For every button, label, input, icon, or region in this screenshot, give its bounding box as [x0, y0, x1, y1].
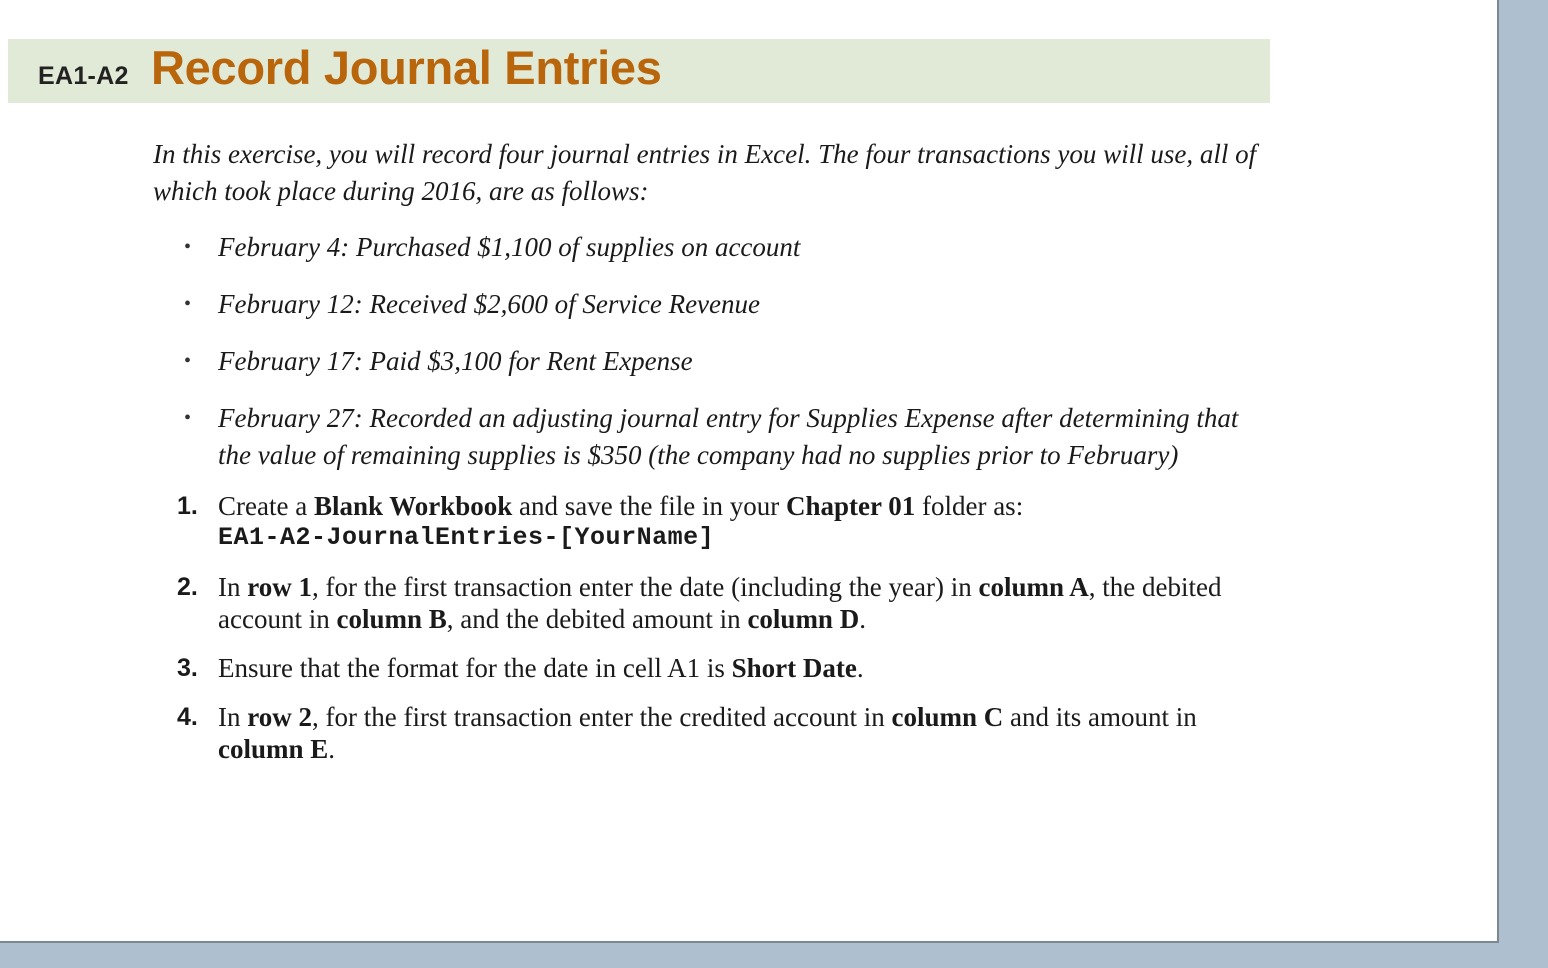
transaction-text: February 27: Recorded an adjusting journal entry for Supplies Expense after determining that the value of remaining supplies is $350 (the company had no supplies prior to February) — [218, 403, 1239, 470]
step-text: , the debited account in — [218, 572, 1222, 634]
step-bold: row 2 — [247, 702, 312, 732]
step-text: , and the debited amount in — [446, 604, 748, 634]
step-item — [177, 701, 1278, 765]
step-text: , for the first transaction enter the credited account in — [312, 702, 892, 732]
transaction-item — [184, 343, 1278, 380]
step-text: , for the first transaction enter the date (including the year) in — [312, 572, 979, 602]
step-text: Ensure that the format for the date in cell A1 is — [218, 653, 732, 683]
bullet-icon: • — [184, 236, 192, 258]
step-text: . — [856, 653, 864, 683]
step-list — [177, 490, 1278, 782]
step-text: In — [218, 702, 248, 732]
step-item — [177, 571, 1278, 635]
step-text: and its amount in — [1003, 702, 1197, 732]
step-text: and save the file in your — [512, 491, 786, 521]
step-number: 1. — [177, 492, 198, 520]
step-bold: column A — [978, 572, 1089, 602]
filename: EA1-A2-JournalEntries-[YourName] — [218, 523, 715, 552]
transaction-text: February 17: Paid $3,100 for Rent Expense — [218, 346, 693, 376]
step-bold: column D — [747, 604, 860, 634]
step-text: Create a — [218, 491, 314, 521]
step-item — [177, 490, 1278, 554]
step-bold: column B — [336, 604, 447, 634]
transaction-text: February 12: Received $2,600 of Service Revenue — [218, 289, 761, 319]
transaction-list — [184, 229, 1278, 494]
bullet-icon: • — [184, 407, 192, 429]
step-text: . — [328, 734, 336, 764]
step-bold: column C — [891, 702, 1004, 732]
step-number: 2. — [177, 573, 198, 601]
transaction-item — [184, 229, 1278, 266]
step-bold: row 1 — [247, 572, 312, 602]
step-bold: Blank Workbook — [313, 491, 513, 521]
step-number: 3. — [177, 654, 198, 682]
transaction-text: February 4: Purchased $1,100 of supplies on account — [218, 232, 801, 262]
step-number: 4. — [177, 703, 198, 731]
step-text: In — [218, 572, 248, 602]
bullet-icon: • — [184, 293, 192, 315]
step-bold: column E — [218, 734, 329, 764]
transaction-item — [184, 400, 1278, 474]
intro-paragraph: In this exercise, you will record four journal entries in Excel. The four transactions you will use, all of which took place during 2016, are as follows: — [153, 139, 1257, 206]
exercise-title: Record Journal Entries — [151, 41, 662, 94]
exercise-code: EA1-A2 — [38, 62, 129, 90]
step-bold: Short Date — [731, 653, 857, 683]
step-text: . — [859, 604, 866, 634]
step-text: folder as: — [915, 491, 1024, 521]
bullet-icon: • — [184, 350, 192, 372]
step-bold: Chapter 01 — [785, 491, 916, 521]
step-item — [177, 652, 1278, 684]
transaction-item — [184, 286, 1278, 323]
